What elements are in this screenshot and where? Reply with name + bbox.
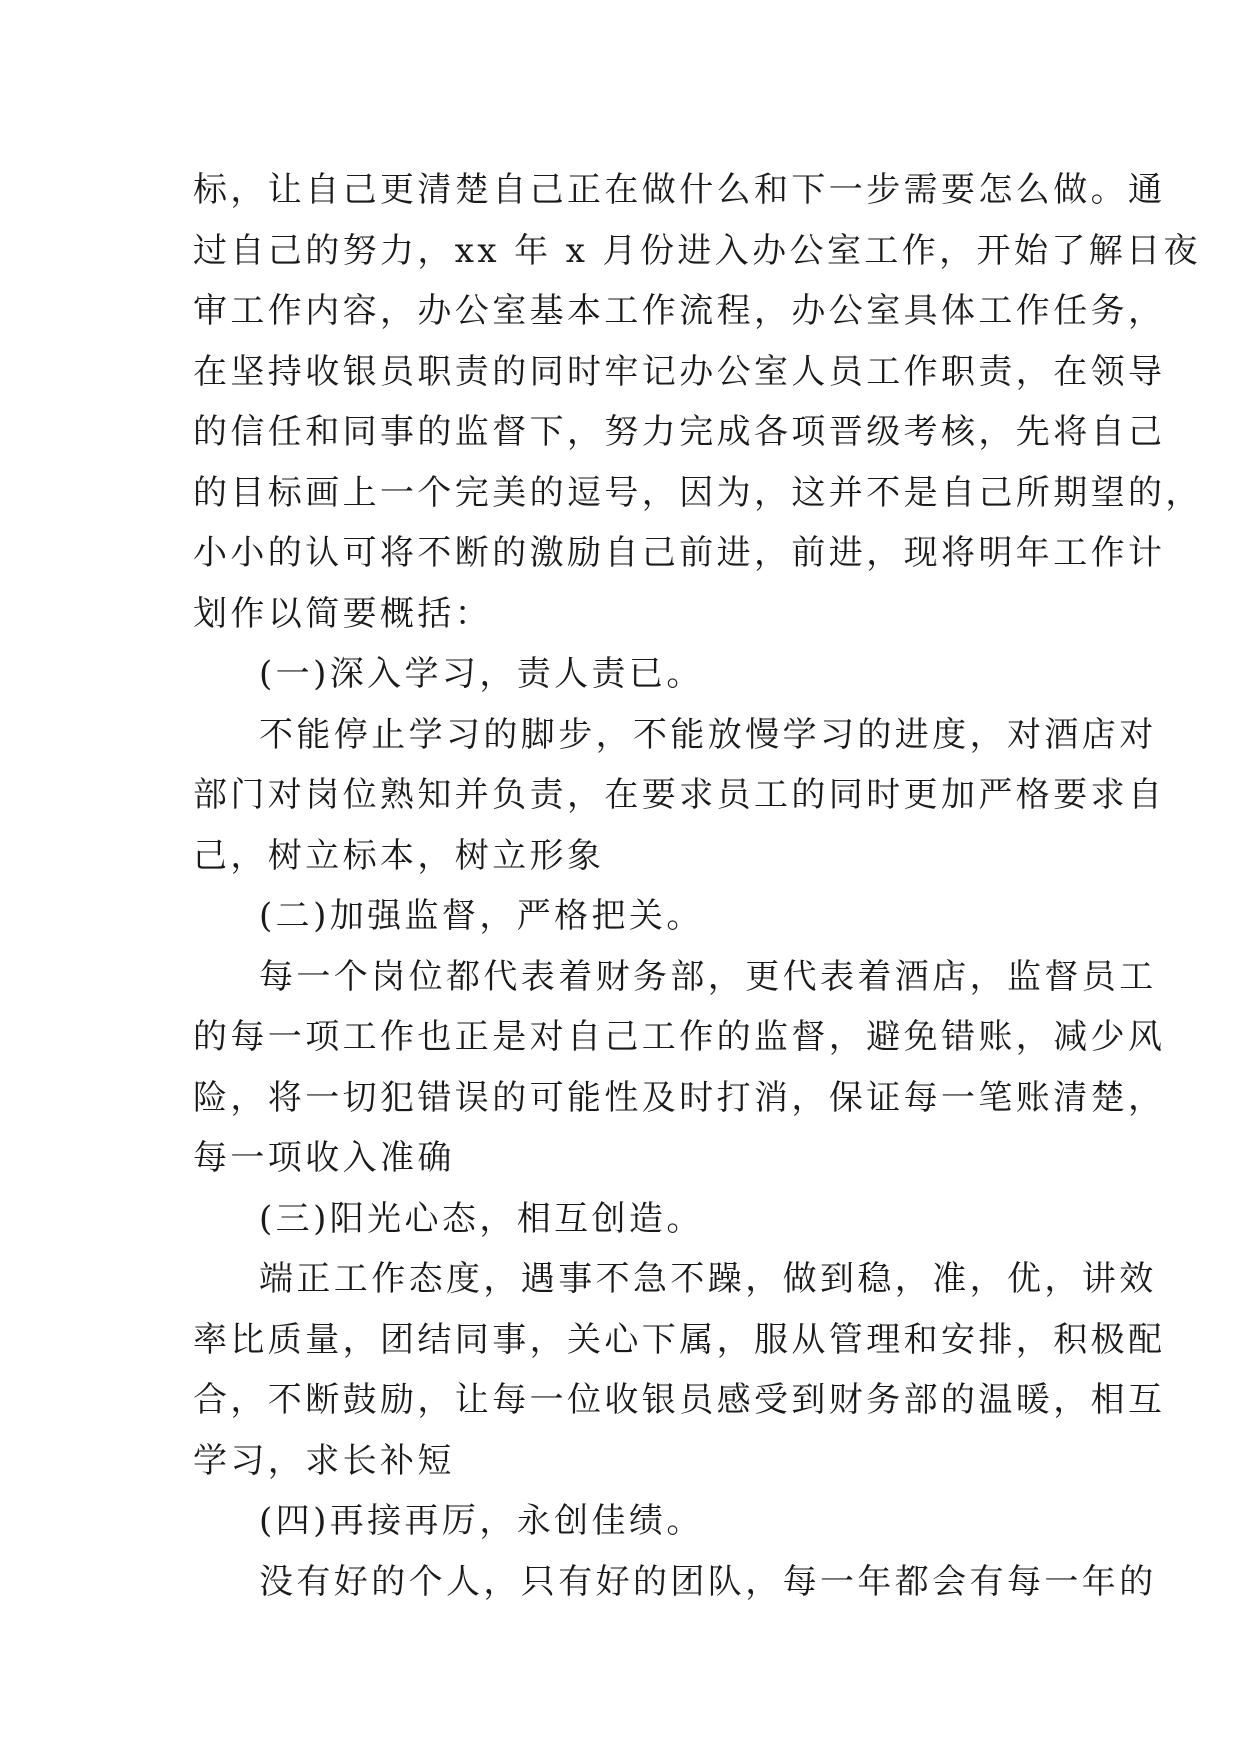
text-line: 每一个岗位都代表着财务部，更代表着酒店，监督员工 <box>259 956 1157 997</box>
text-line: 审工作内容，办公室基本工作流程，办公室具体工作任务， <box>193 291 1166 331</box>
text-line: 合，不断鼓励，让每一位收银员感受到财务部的温暖，相互 <box>193 1380 1166 1420</box>
text-line: 的每一项工作也正是对自己工作的监督，避免错账，减少风 <box>193 1017 1166 1057</box>
section-heading: (三)阳光心态，相互创造。 <box>259 1198 704 1239</box>
section-heading: (一)深入学习，责人责已。 <box>259 654 704 694</box>
text-line: 不能停止学习的脚步，不能放慢学习的进度，对酒店对 <box>259 714 1157 755</box>
text-line: 每一项收入准确 <box>193 1138 455 1178</box>
text-line: 的信任和同事的监督下，努力完成各项晋级考核，先将自己 <box>193 412 1166 452</box>
text-line: 没有好的个人，只有好的团队，每一年都会有每一年的 <box>259 1561 1157 1602</box>
section-heading: (四)再接再厉，永创佳绩。 <box>259 1501 704 1541</box>
text-line: 划作以简要概括： <box>193 593 493 634</box>
document-body <box>193 160 1203 1612</box>
text-line: 学习，求长补短 <box>193 1440 455 1481</box>
text-line: 在坚持收银员职责的同时牢记办公室人员工作职责，在领导 <box>193 351 1166 392</box>
text-line: 过自己的努力，xx 年 x 月份进入办公室工作，开始了解日夜 <box>193 230 1201 271</box>
section-heading: (二)加强监督，严格把关。 <box>259 896 704 936</box>
text-line: 己，树立标本，树立形象 <box>193 835 605 876</box>
text-line: 险，将一切犯错误的可能性及时打消，保证每一笔账清楚， <box>193 1077 1166 1118</box>
text-line: 部门对岗位熟知并负责，在要求员工的同时更加严格要求自 <box>193 775 1166 815</box>
text-line: 标，让自己更清楚自己正在做什么和下一步需要怎么做。通 <box>193 170 1166 210</box>
text-line: 的目标画上一个完美的逗号，因为，这并不是自己所期望的， <box>193 472 1203 513</box>
text-line: 率比质量，团结同事，关心下属，服从管理和安排，积极配 <box>193 1319 1166 1360</box>
text-line: 小小的认可将不断的激励自己前进，前进，现将明年工作计 <box>193 533 1166 573</box>
text-line: 端正工作态度，遇事不急不躁，做到稳，准，优，讲效 <box>259 1259 1157 1299</box>
